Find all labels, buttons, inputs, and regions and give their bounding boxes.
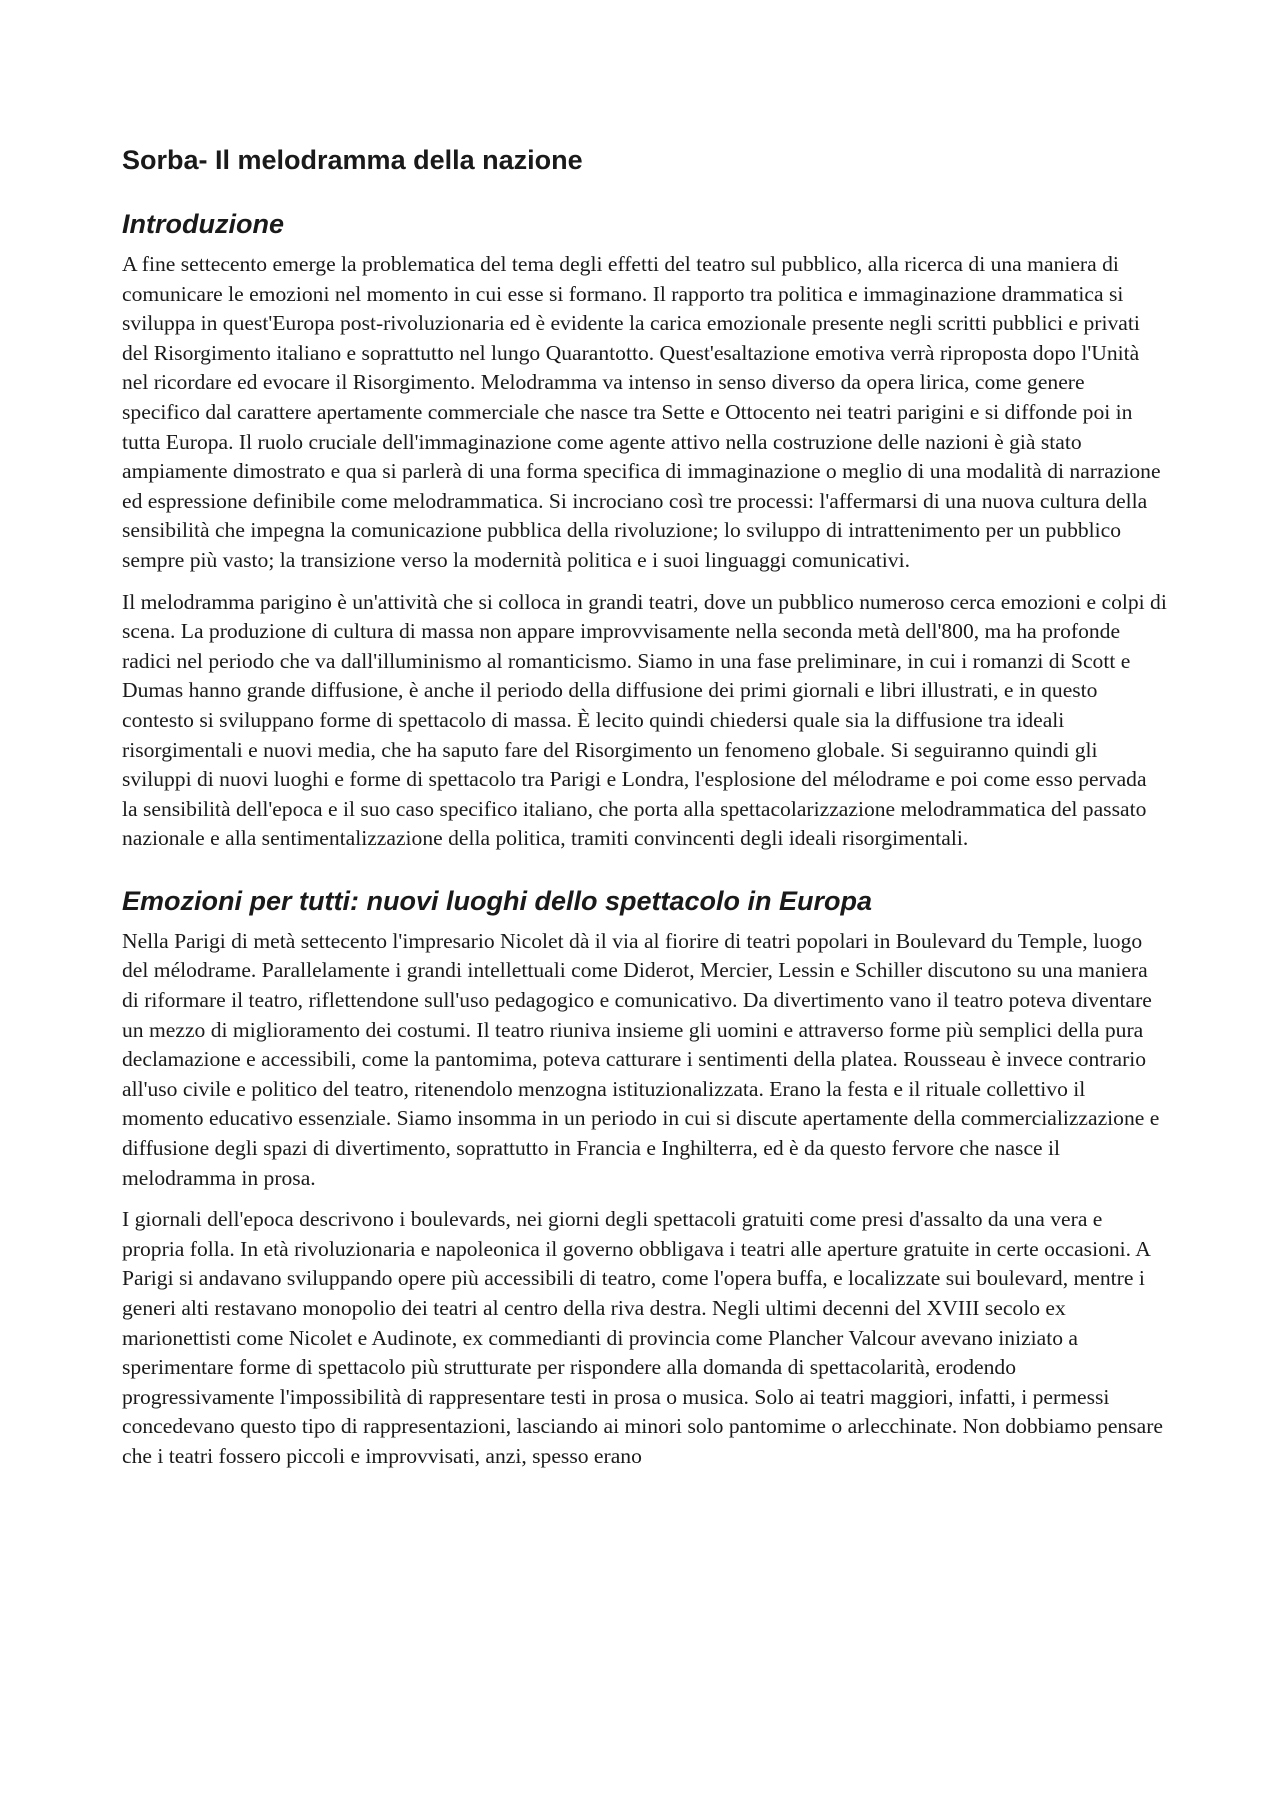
paragraph: Nella Parigi di metà settecento l'impresario Nicolet dà il via al fiorire di teatri popolari in Boulevard du Temple, luogo del mélodrame. Parallelamente i grandi intellettuali come Diderot, Mercier, Lessin e Schiller discutono su una maniera di riformare il teatro, riflettendone sull'uso pedagogico e comunicativo. Da divertimento vano il teatro poteva diventare un mezzo di miglioramento dei costumi. Il teatro riuniva insieme gli uomini e attraverso forme più semplici della pura declamazione e accessibili, come la pantomima, poteva catturare i sentimenti della platea. Rousseau è invece contrario all'uso civile e politico del teatro, ritenendolo menzogna istituzionalizzata. Erano la festa e il rituale collettivo il momento educativo essenziale. Siamo insomma in un periodo in cui si discute apertamente della commercializzazione e diffusione degli spazi di divertimento, soprattutto in Francia e Inghilterra, ed è da questo fervore che nasce il melodramma in prosa. xyxy=(122,928,1160,1190)
section-emozioni-per-tutti xyxy=(122,884,1167,1472)
section-heading: Emozioni per tutti: nuovi luoghi dello spettacolo in Europa xyxy=(122,885,872,916)
paragraph: A fine settecento emerge la problematica del tema degli effetti del teatro sul pubblico, alla ricerca di una maniera di comunicare le emozioni nel momento in cui esse si formano. Il rapporto tra politica e immaginazione drammatica si sviluppa in quest'Europa post-rivoluzionaria ed è evidente la carica emozionale presente negli scritti pubblici e privati del Risorgimento italiano e soprattutto nel lungo Quarantotto. Quest'esaltazione emotiva verrà riproposta dopo l'Unità nel ricordare ed evocare il Risorgimento. Melodramma va intenso in senso diverso da opera lirica, come genere specifico dal carattere apertamente commerciale che nasce tra Sette e Ottocento nei teatri parigini e si diffonde poi in tutta Europa. Il ruolo cruciale dell'immaginazione come agente attivo nella costruzione delle nazioni è già stato ampiamente dimostrato e qua si parlerà di una forma specifica di immaginazione o meglio di una modalità di narrazione ed espressione definibile come melodrammatica. Si incrociano così tre processi: l'affermarsi di una nuova cultura della sensibilità che impegna la comunicazione pubblica della rivoluzione; lo sviluppo di intrattenimento per un pubblico sempre più vasto; la transizione verso la modernità politica e i suoi linguaggi comunicativi. xyxy=(122,252,1161,572)
paragraph: Il melodramma parigino è un'attività che si colloca in grandi teatri, dove un pubblico numeroso cerca emozioni e colpi di scena. La produzione di cultura di massa non appare improvvisamente nella seconda metà dell'800, ma ha profonde radici nel periodo che va dall'illuminismo al romanticismo. Siamo in una fase preliminare, in cui i romanzi di Scott e Dumas hanno grande diffusione, è anche il periodo della diffusione dei primi giornali e libri illustrati, e in questo contesto si sviluppano forme di spettacolo di massa. È lecito quindi chiedersi quale sia la diffusione tra ideali risorgimentali e nuovi media, che ha saputo fare del Risorgimento un fenomeno globale. Si seguiranno quindi gli sviluppi di nuovi luoghi e forme di spettacolo tra Parigi e Londra, l'esplosione del mélodrame e poi come esso pervada la sensibilità dell'epoca e il suo caso specifico italiano, che porta alla spettacolarizzazione melodrammatica del passato nazionale e alla sentimentalizzazione della politica, tramiti convincenti degli ideali risorgimentali. xyxy=(122,589,1167,851)
paragraph: I giornali dell'epoca descrivono i boulevards, nei giorni degli spettacoli gratuiti come presi d'assalto da una vera e propria folla. In età rivoluzionaria e napoleonica il governo obbligava i teatri alle aperture gratuite in certe occasioni. A Parigi si andavano sviluppando opere più accessibili di teatro, come l'opera buffa, e localizzate sui boulevard, mentre i generi alti restavano monopolio dei teatri al centro della riva destra. Negli ultimi decenni del XVIII secolo ex marionettisti come Nicolet e Audinote, ex commedianti di provincia come Plancher Valcour avevano iniziato a sperimentare forme di spettacolo più strutturate per rispondere alla domanda di spettacolarità, erodendo progressivamente l'impossibilità di rappresentare testi in prosa o musica. Solo ai teatri maggiori, infatti, i permessi concedevano questo tipo di rappresentazioni, lasciando ai minori solo pantomime o arlecchinate. Non dobbiamo pensare che i teatri fossero piccoli e improvvisati, anzi, spesso erano xyxy=(122,1207,1163,1468)
document-page xyxy=(122,143,1167,1484)
section-introduzione xyxy=(122,207,1167,854)
document-title: Sorba- Il melodramma della nazione xyxy=(122,145,583,175)
section-heading: Introduzione xyxy=(122,209,284,239)
